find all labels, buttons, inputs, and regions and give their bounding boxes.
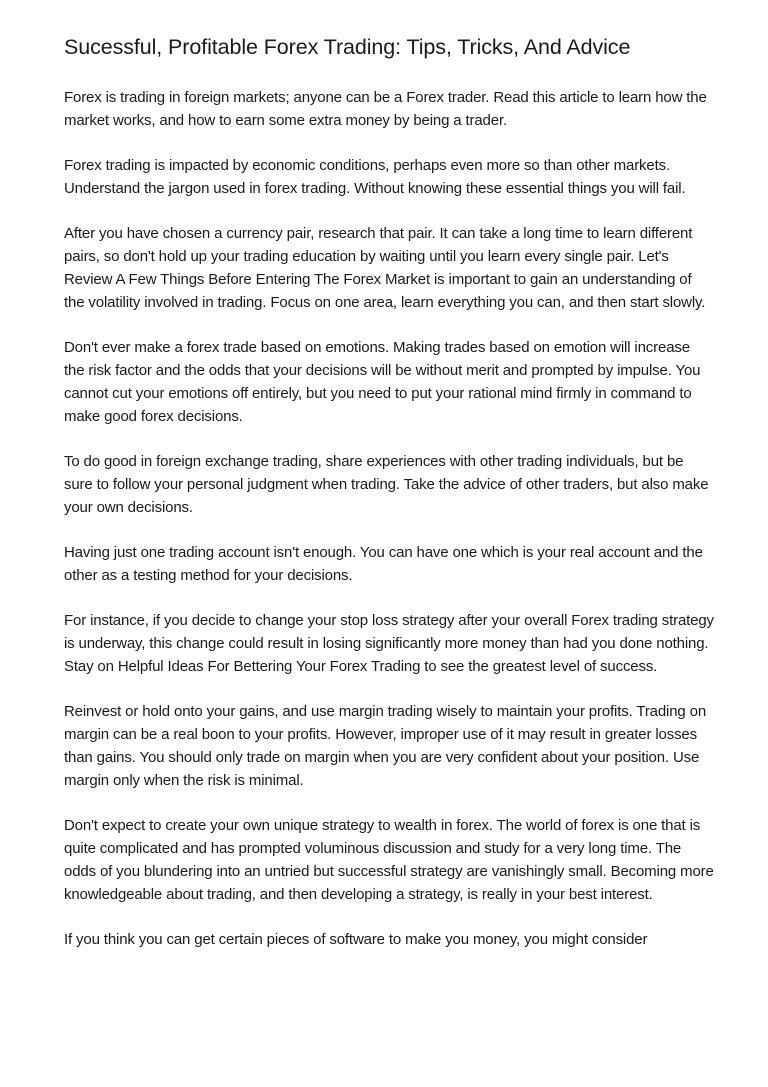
- paragraph-4: Don't ever make a forex trade based on emotions. Making trades based on emotion will increase the risk factor and the odds that your decisions will be without merit and prompted by impulse. You cannot cut your emotions off entirely, but you need to put your rational mind firmly in command to make good forex decisions.: [64, 339, 701, 425]
- paragraph-5: To do good in foreign exchange trading, share experiences with other trading individuals, but be sure to follow your personal judgment when trading. Take the advice of other traders, but also make your own decisions.: [64, 453, 709, 516]
- paragraph-2: Forex trading is impacted by economic conditions, perhaps even more so than other markets. Understand the jargon used in forex trading. Without knowing these essential things you will fail.: [64, 157, 686, 197]
- paragraph-7: For instance, if you decide to change your stop loss strategy after your overall Forex trading strategy is underway, this change could result in losing significantly more money than had you done nothing. Stay on Helpful Ideas For Bettering Your Forex Trading to see the greatest level of success.: [64, 612, 714, 675]
- paragraph-9: Don't expect to create your own unique strategy to wealth in forex. The world of forex is one that is quite complicated and has prompted voluminous discussion and study for a very long time. The odds of you blundering into an untried but successful strategy are vanishingly small. Becoming more knowledgeable about trading, and then developing a strategy, is really in your best interest.: [64, 817, 714, 903]
- paragraph-10: If you think you can get certain pieces of software to make you money, you might consider: [64, 931, 648, 948]
- paragraph-1: Forex is trading in foreign markets; anyone can be a Forex trader. Read this article to learn how the market works, and how to earn some extra money by being a trader.: [64, 89, 707, 129]
- paragraph-6: Having just one trading account isn't enough. You can have one which is your real account and the other as a testing method for your decisions.: [64, 544, 703, 584]
- paragraph-3: After you have chosen a currency pair, research that pair. It can take a long time to learn different pairs, so don't hold up your trading education by waiting until you learn every single pair. Let's Review A Few Things Before Entering The Forex Market is important to gain an understanding of the volatility involved in trading. Focus on one area, learn everything you can, and then start slowly.: [64, 225, 706, 311]
- article-body: [64, 86, 714, 973]
- page-title: Sucessful, Profitable Forex Trading: Tips, Tricks, And Advice: [64, 35, 631, 59]
- paragraph-8: Reinvest or hold onto your gains, and use margin trading wisely to maintain your profits. Trading on margin can be a real boon to your profits. However, improper use of it may result in greater losses than gains. You should only trade on margin when you are very confident about your position. Use margin only when the risk is minimal.: [64, 703, 707, 789]
